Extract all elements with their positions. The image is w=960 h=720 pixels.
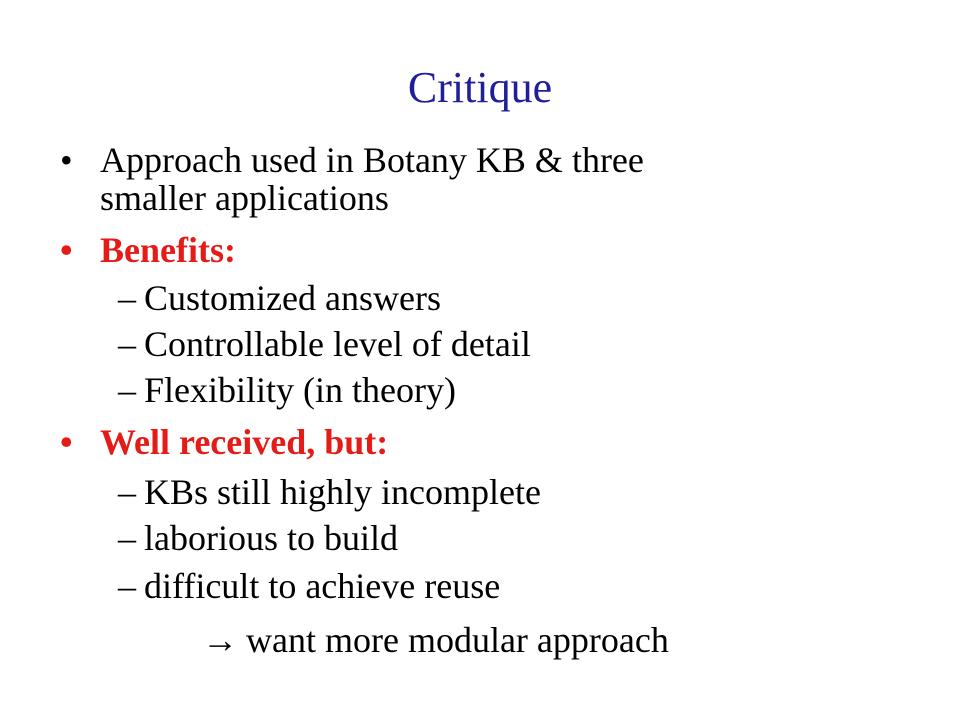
sub-item-customized-answers: Customized answers — [144, 278, 441, 318]
sub-item-kbs-incomplete: KBs still highly incomplete — [144, 472, 541, 512]
sub-item-laborious: laborious to build — [144, 518, 398, 558]
well-received-heading: Well received, but: — [100, 422, 389, 462]
bullet-icon: • — [60, 422, 73, 462]
sub-item-flexibility: Flexibility (in theory) — [144, 370, 456, 410]
dash-icon: – — [118, 518, 136, 558]
dash-icon: – — [118, 278, 136, 318]
dash-icon: – — [118, 472, 136, 512]
arrow-icon: → — [202, 620, 238, 660]
conclusion-text: want more modular approach — [246, 620, 669, 660]
dash-icon: – — [118, 324, 136, 364]
benefits-heading: Benefits: — [100, 230, 236, 270]
dash-icon: – — [118, 370, 136, 410]
sub-item-reuse: difficult to achieve reuse — [144, 566, 501, 606]
bullet-text-approach-line2: smaller applications — [100, 178, 389, 218]
bullet-icon: • — [60, 230, 73, 270]
slide-title: Critique — [407, 63, 553, 112]
dash-icon: – — [118, 566, 136, 606]
sub-item-controllable-detail: Controllable level of detail — [144, 324, 531, 364]
bullet-icon: • — [60, 140, 73, 180]
bullet-text-approach-line1: Approach used in Botany KB & three — [100, 140, 644, 180]
